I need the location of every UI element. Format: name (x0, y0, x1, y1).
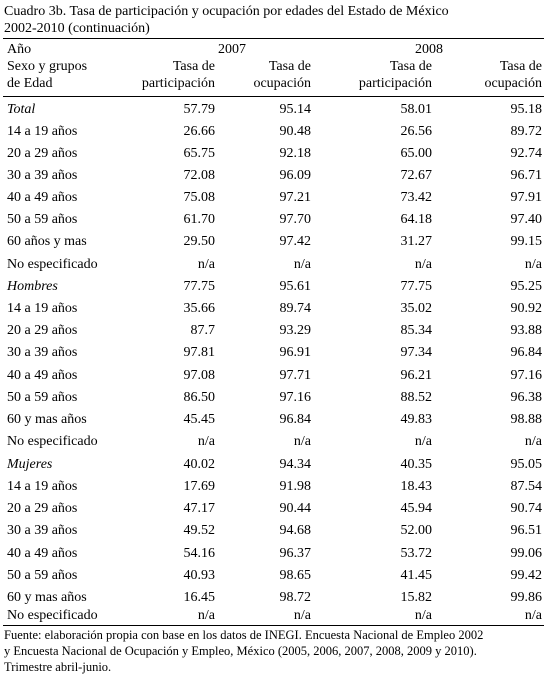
cell-2007-participacion: 35.66 (183, 301, 215, 316)
col4-header-line-1: Tasa de (499, 59, 542, 74)
cell-2008-participacion: 40.35 (400, 457, 432, 472)
cell-2007-ocupacion: n/a (293, 608, 311, 623)
cell-2008-ocupacion: 97.91 (510, 190, 542, 205)
cell-2007-participacion: 47.17 (183, 501, 215, 516)
footnote-line-2: y Encuesta Nacional de Ocupación y Empleo, México (2005, 2006, 2007, 2008, 2009 y 2010). (4, 644, 477, 658)
row-label: Hombres (7, 279, 58, 294)
cell-2008-participacion: 45.94 (400, 501, 432, 516)
cell-2008-ocupacion: 97.16 (510, 368, 542, 383)
cell-2008-ocupacion: 92.74 (510, 146, 542, 161)
row-label: 50 a 59 años (7, 212, 78, 227)
cell-2008-participacion: 52.00 (400, 523, 432, 538)
cell-2007-ocupacion: 97.71 (279, 368, 311, 383)
table-title (4, 3, 544, 37)
cell-2008-participacion: 73.42 (400, 190, 432, 205)
cell-2008-participacion: 85.34 (400, 323, 432, 338)
cell-2007-participacion: 57.79 (183, 102, 215, 117)
cell-2008-participacion: 15.82 (400, 590, 432, 605)
row-label: No especificado (7, 434, 98, 449)
cell-2007-ocupacion: 95.14 (279, 102, 311, 117)
cell-2008-ocupacion: 96.51 (510, 523, 542, 538)
cell-2008-participacion: 65.00 (400, 146, 432, 161)
cell-2007-ocupacion: 97.16 (279, 390, 311, 405)
row-label: 14 a 19 años (7, 479, 78, 494)
cell-2007-participacion: 17.69 (183, 479, 215, 494)
row-label: 60 y mas años (7, 412, 87, 427)
col4-header-line-2: ocupación (484, 76, 542, 91)
cell-2007-ocupacion: 95.61 (279, 279, 311, 294)
cell-2008-ocupacion: 96.84 (510, 345, 542, 360)
row-label: Total (7, 102, 36, 117)
col3-header-line-1: Tasa de (389, 59, 432, 74)
cell-2007-participacion: 49.52 (183, 523, 215, 538)
cell-2008-ocupacion: 89.72 (510, 124, 542, 139)
cell-2008-ocupacion: 99.42 (510, 568, 542, 583)
cell-2008-ocupacion: 90.74 (510, 501, 542, 516)
col2-header-line-2: ocupación (253, 76, 311, 91)
cell-2007-participacion: 40.93 (183, 568, 215, 583)
bottom-rule (3, 625, 544, 626)
cell-2008-ocupacion: n/a (524, 608, 542, 623)
row-label: 60 años y mas (7, 234, 87, 249)
row-label: No especificado (7, 608, 98, 623)
cell-2007-ocupacion: 89.74 (279, 301, 311, 316)
year-label: Año (7, 42, 32, 57)
cell-2007-participacion: 77.75 (183, 279, 215, 294)
cell-2008-participacion: n/a (414, 608, 432, 623)
cell-2007-ocupacion: 94.34 (279, 457, 311, 472)
cell-2008-participacion: 18.43 (400, 479, 432, 494)
cell-2008-ocupacion: 99.86 (510, 590, 542, 605)
cell-2008-participacion: 35.02 (400, 301, 432, 316)
cell-2008-ocupacion: 95.25 (510, 279, 542, 294)
row-label: 20 a 29 años (7, 501, 78, 516)
cell-2008-participacion: 26.56 (400, 124, 432, 139)
cell-2008-ocupacion: 87.54 (510, 479, 542, 494)
cell-2007-participacion: 40.02 (183, 457, 215, 472)
cell-2007-participacion: 72.08 (183, 168, 215, 183)
row-label: 40 a 49 años (7, 546, 78, 561)
cell-2007-participacion: 61.70 (183, 212, 215, 227)
row-label: 14 a 19 años (7, 301, 78, 316)
row-label: 50 a 59 años (7, 568, 78, 583)
cell-2007-ocupacion: 90.48 (279, 124, 311, 139)
cell-2007-ocupacion: 90.44 (279, 501, 311, 516)
header-rule (3, 96, 544, 97)
cell-2008-ocupacion: 96.71 (510, 168, 542, 183)
cell-2007-ocupacion: n/a (293, 434, 311, 449)
cell-2008-ocupacion: 93.88 (510, 323, 542, 338)
year-2008: 2008 (415, 42, 443, 57)
col1-header-line-2: participación (141, 76, 215, 91)
row-label-line-2: de Edad (7, 76, 53, 91)
cell-2007-ocupacion: 98.65 (279, 568, 311, 583)
row-label-line-1: Sexo y grupos (7, 59, 88, 74)
row-label: 20 a 29 años (7, 146, 78, 161)
cell-2007-ocupacion: 96.91 (279, 345, 311, 360)
cell-2008-participacion: 58.01 (400, 102, 432, 117)
col1-header-line-1: Tasa de (172, 59, 215, 74)
footnote-line-3: Trimestre abril-junio. (4, 660, 112, 674)
row-label: 40 a 49 años (7, 190, 78, 205)
cell-2007-ocupacion: 97.70 (279, 212, 311, 227)
cell-2007-ocupacion: 93.29 (279, 323, 311, 338)
cell-2008-participacion: n/a (414, 257, 432, 272)
cell-2008-participacion: 64.18 (400, 212, 432, 227)
cell-2007-ocupacion: 92.18 (279, 146, 311, 161)
cell-2007-participacion: 45.45 (183, 412, 215, 427)
cell-2008-ocupacion: 99.06 (510, 546, 542, 561)
row-label: 40 a 49 años (7, 368, 78, 383)
row-label: 50 a 59 años (7, 390, 78, 405)
col2-header-line-1: Tasa de (268, 59, 311, 74)
cell-2007-ocupacion: 96.37 (279, 546, 311, 561)
row-label: Mujeres (7, 457, 53, 472)
title-line-2: 2002-2010 (continuación) (4, 21, 150, 36)
cell-2008-ocupacion: 99.15 (510, 234, 542, 249)
cell-2008-participacion: 53.72 (400, 546, 432, 561)
cell-2007-participacion: n/a (197, 257, 215, 272)
top-rule (3, 38, 544, 39)
cell-2008-ocupacion: 98.88 (510, 412, 542, 427)
cell-2008-participacion: 96.21 (400, 368, 432, 383)
cell-2007-participacion: 97.81 (183, 345, 215, 360)
cell-2008-participacion: 41.45 (400, 568, 432, 583)
cell-2007-ocupacion: 96.09 (279, 168, 311, 183)
cell-2008-ocupacion: 95.18 (510, 102, 542, 117)
row-label: 14 a 19 años (7, 124, 78, 139)
cell-2008-ocupacion: n/a (524, 434, 542, 449)
cell-2008-participacion: 49.83 (400, 412, 432, 427)
cell-2007-participacion: 87.7 (190, 323, 215, 338)
cell-2007-participacion: 65.75 (183, 146, 215, 161)
cell-2008-ocupacion: 96.38 (510, 390, 542, 405)
cell-2007-ocupacion: 97.42 (279, 234, 311, 249)
row-label: No especificado (7, 257, 98, 272)
cell-2007-ocupacion: 91.98 (279, 479, 311, 494)
cell-2008-ocupacion: 95.05 (510, 457, 542, 472)
cell-2008-ocupacion: 97.40 (510, 212, 542, 227)
cell-2007-participacion: 16.45 (183, 590, 215, 605)
footnote-line-1: Fuente: elaboración propia con base en los datos de INEGI. Encuesta Nacional de Empleo 2002 (4, 628, 484, 642)
cell-2007-ocupacion: n/a (293, 257, 311, 272)
col3-header-line-2: participación (358, 76, 432, 91)
row-label: 20 a 29 años (7, 323, 78, 338)
cell-2007-participacion: n/a (197, 608, 215, 623)
cell-2008-participacion: 88.52 (400, 390, 432, 405)
cell-2007-ocupacion: 94.68 (279, 523, 311, 538)
row-label: 30 a 39 años (7, 345, 78, 360)
cell-2008-participacion: 77.75 (400, 279, 432, 294)
cell-2007-participacion: 75.08 (183, 190, 215, 205)
cell-2008-participacion: 97.34 (400, 345, 432, 360)
cell-2007-ocupacion: 97.21 (279, 190, 311, 205)
cell-2007-participacion: 54.16 (183, 546, 215, 561)
title-line-1: Cuadro 3b. Tasa de participación y ocupación por edades del Estado de México (4, 4, 449, 19)
year-2007: 2007 (218, 42, 246, 57)
cell-2007-participacion: 86.50 (183, 390, 215, 405)
row-label: 30 a 39 años (7, 523, 78, 538)
source-footnote (4, 627, 544, 675)
cell-2007-participacion: 29.50 (183, 234, 215, 249)
cell-2008-participacion: 31.27 (400, 234, 432, 249)
cell-2008-participacion: n/a (414, 434, 432, 449)
cell-2008-ocupacion: 90.92 (510, 301, 542, 316)
cell-2008-ocupacion: n/a (524, 257, 542, 272)
cell-2007-participacion: 26.66 (183, 124, 215, 139)
cell-2007-participacion: 97.08 (183, 368, 215, 383)
cell-2007-ocupacion: 98.72 (279, 590, 311, 605)
cell-2008-participacion: 72.67 (400, 168, 432, 183)
cell-2007-participacion: n/a (197, 434, 215, 449)
cell-2007-ocupacion: 96.84 (279, 412, 311, 427)
row-label: 60 y mas años (7, 590, 87, 605)
row-label: 30 a 39 años (7, 168, 78, 183)
